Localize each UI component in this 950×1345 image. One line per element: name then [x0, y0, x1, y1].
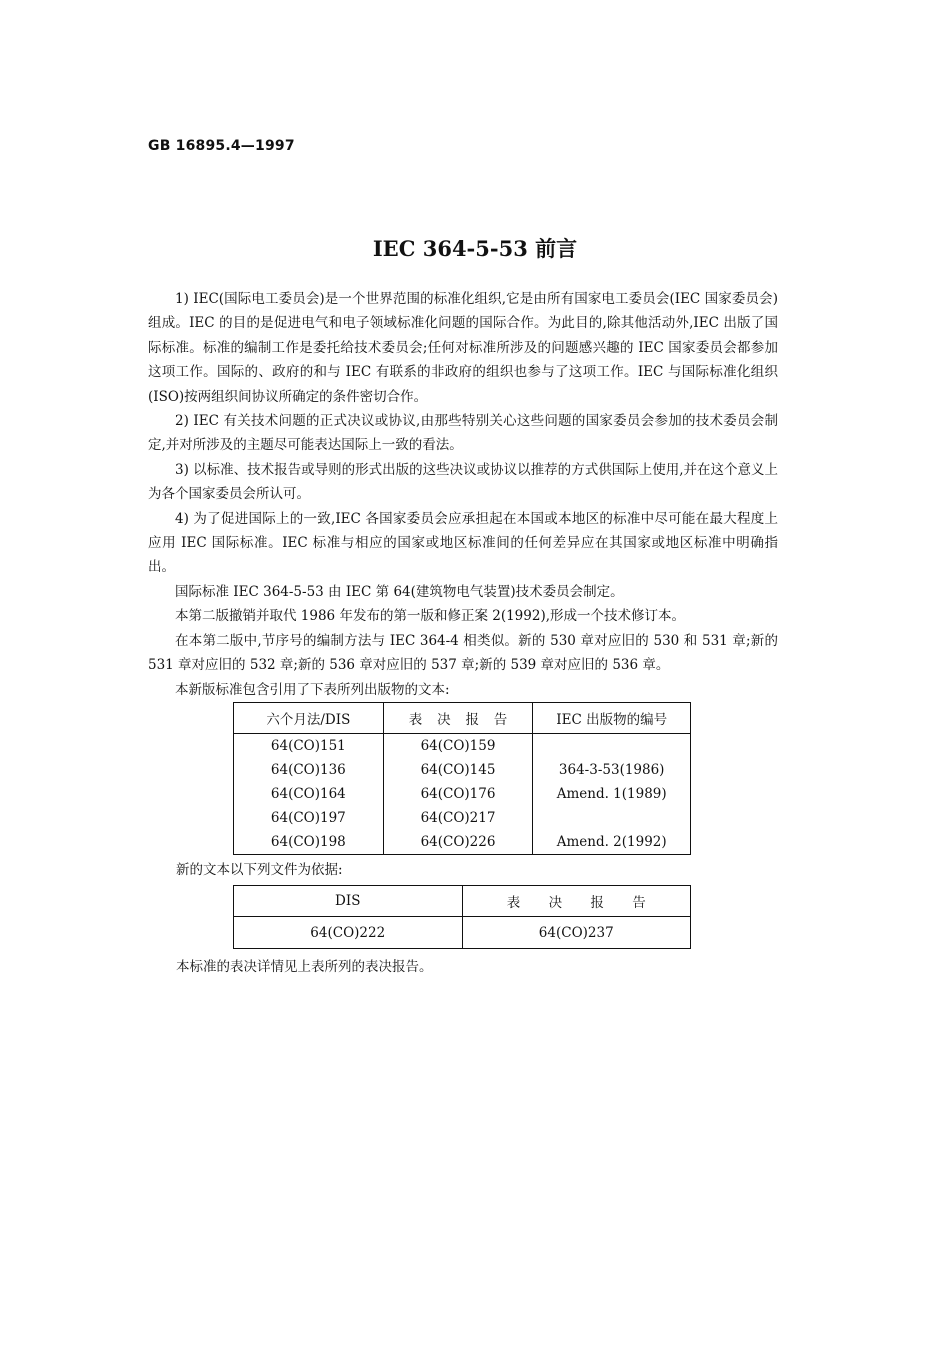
page-title: IEC 364-5-53 前言	[372, 236, 578, 261]
paragraph-1: 1) IEC(国际电工委员会)是一个世界范围的标准化组织,它是由所有国家电工委员会(IEC 国家委员会)组成。IEC 的目的是促进电气和电子领域标准化问题的国际合作。为此目的,除其他活动外,IEC 出版了国际标准。标准的编制工作是委托给技术委员会;任何对标准所涉及的问题感兴趣的 IEC 国家委员会都参加这项工作。国际的、政府的和与 IEC 有联系的非政府的组织也参与了这项工作。IEC 与国际标准化组织(ISO)按两组织间协议所确定的条件密切合作。	[148, 291, 778, 405]
header-dis: DIS	[234, 886, 463, 917]
header-iec-publication: IEC 出版物的编号	[533, 703, 691, 734]
table-cell: 64(CO)151	[234, 734, 384, 759]
table-row	[234, 830, 691, 855]
table-cell	[533, 806, 691, 830]
paragraph-7: 在本第二版中,节序号的编制方法与 IEC 364-4 相类似。新的 530 章对应旧的 530 和 531 章;新的 531 章对应旧的 532 章;新的 536 章对应旧的 537 章;新的 539 章对应旧的 536 章。	[148, 632, 778, 674]
table-row	[234, 734, 691, 759]
paragraph-6: 本第二版撤销并取代 1986 年发布的第一版和修正案 2(1992),形成一个技术修订本。	[175, 608, 685, 625]
table-row	[234, 782, 691, 806]
paragraph-2: 2) IEC 有关技术问题的正式决议或协议,由那些特别关心这些问题的国家委员会参加的技术委员会制定,并对所涉及的主题尽可能表达国际上一致的看法。	[148, 413, 778, 454]
table-cell: 64(CO)197	[234, 806, 384, 830]
table-cell: 64(CO)198	[234, 830, 384, 855]
header-dis: 六个月法/DIS	[234, 703, 384, 734]
paragraph-4: 4) 为了促进国际上的一致,IEC 各国家委员会应承担起在本国或本地区的标准中尽可能在最大程度上应用 IEC 国际标准。IEC 标准与相应的国家或地区标准间的任何差异应在其国家或地区标准中明确指出。	[148, 510, 778, 576]
table-cell: 64(CO)217	[383, 806, 533, 830]
table-cell: Amend. 2(1992)	[533, 830, 691, 855]
basis-table	[233, 885, 691, 949]
header-vote-report-label: 表决报告	[506, 895, 675, 911]
table-cell: 64(CO)136	[234, 758, 384, 782]
table-row	[234, 806, 691, 830]
table-cell: 64(CO)222	[234, 917, 463, 949]
table-cell: 364-3-53(1986)	[533, 758, 691, 782]
table-cell	[533, 734, 691, 759]
table-cell: Amend. 1(1989)	[533, 782, 691, 806]
basis-caption: 新的文本以下列文件为依据:	[176, 862, 343, 878]
table-header-row	[234, 886, 691, 917]
table-cell: 64(CO)145	[383, 758, 533, 782]
header-vote-report	[462, 886, 691, 917]
header-vote-report	[383, 703, 533, 734]
table-cell: 64(CO)164	[234, 782, 384, 806]
vote-details-note: 本标准的表决详情见上表所列的表决报告。	[176, 959, 433, 975]
standard-code: GB 16895.4—1997	[148, 138, 295, 154]
table-cell: 64(CO)176	[383, 782, 533, 806]
paragraph-3: 3) 以标准、技术报告或导则的形式出版的这些决议或协议以推荐的方式供国际上使用,并在这个意义上为各个国家委员会所认可。	[148, 461, 778, 503]
table-cell: 64(CO)237	[462, 917, 691, 949]
table-cell: 64(CO)159	[383, 734, 533, 759]
foreword-body	[148, 287, 778, 702]
publication-table	[233, 702, 691, 855]
header-vote-report-label: 表决报告	[408, 712, 523, 728]
paragraph-5: 国际标准 IEC 364-5-53 由 IEC 第 64(建筑物电气装置)技术委员会制定。	[175, 583, 624, 600]
table-row	[234, 917, 691, 949]
table-cell: 64(CO)226	[383, 830, 533, 855]
table-row	[234, 758, 691, 782]
paragraph-8: 本新版标准包含引用了下表所列出版物的文本:	[175, 681, 450, 698]
table-header-row	[234, 703, 691, 734]
